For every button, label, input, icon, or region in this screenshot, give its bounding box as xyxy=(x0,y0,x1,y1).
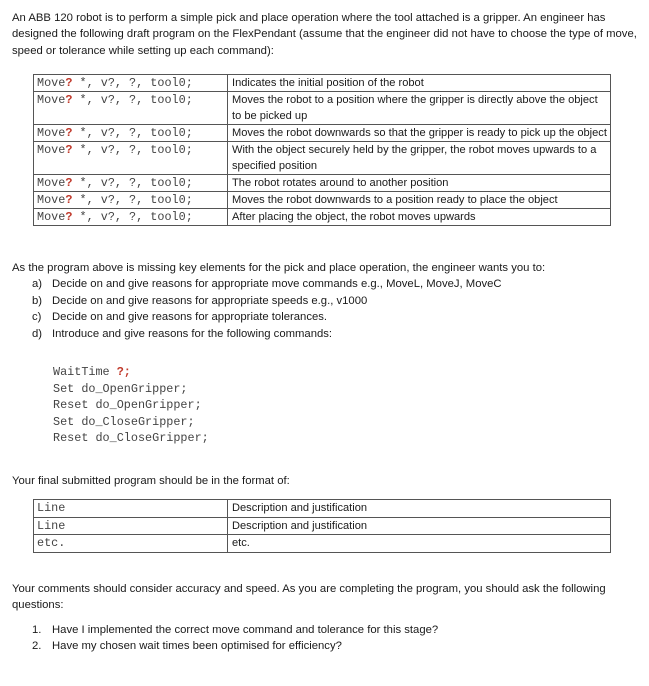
wait-arg: ?; xyxy=(109,365,131,379)
list-item-text: Have my chosen wait times been optimised for efficiency? xyxy=(52,640,342,653)
placeholder-mark: ? xyxy=(65,76,73,90)
table-row xyxy=(34,142,611,175)
table-row xyxy=(34,192,611,209)
wait-keyword: WaitTime xyxy=(53,365,110,379)
code-line: Set do_CloseGripper; xyxy=(53,414,195,429)
code-line xyxy=(53,364,209,381)
code-line: Reset do_OpenGripper; xyxy=(53,398,202,413)
description-cell: Description and justification xyxy=(228,517,611,535)
table-row xyxy=(34,500,611,518)
code-block xyxy=(53,364,209,447)
list-item xyxy=(32,276,642,292)
line-cell: Line xyxy=(34,517,228,535)
draft-program-table xyxy=(33,74,611,226)
question-list xyxy=(12,622,642,655)
list-marker: 2. xyxy=(32,640,42,653)
move-args: *, v?, ?, tool0; xyxy=(72,93,193,107)
list-item xyxy=(32,622,642,638)
move-args: *, v?, ?, tool0; xyxy=(72,126,193,140)
list-item xyxy=(32,326,642,342)
list-item-text: Decide on and give reasons for appropriate speeds e.g., v1000 xyxy=(52,294,368,307)
format-table xyxy=(33,499,611,553)
task-intro: As the program above is missing key elements for the pick and place operation, the engineer wants you to: xyxy=(12,262,546,274)
placeholder-mark: ? xyxy=(65,210,73,224)
move-args: *, v?, ?, tool0; xyxy=(72,76,193,90)
table-row xyxy=(34,535,611,553)
move-keyword: Move? xyxy=(37,176,73,190)
comments-section xyxy=(12,581,642,655)
move-keyword: Move? xyxy=(37,210,73,224)
move-args: *, v?, ?, tool0; xyxy=(72,193,193,207)
task-section xyxy=(12,260,642,342)
table-row xyxy=(34,209,611,226)
table-row xyxy=(34,517,611,535)
list-item-text: Introduce and give reasons for the following commands: xyxy=(52,327,333,340)
command-cell xyxy=(34,142,228,175)
list-item-text: Have I implemented the correct move command and tolerance for this stage? xyxy=(52,623,439,636)
move-keyword: Move? xyxy=(37,193,73,207)
description-cell: After placing the object, the robot moves upwards xyxy=(228,209,611,226)
move-args: *, v?, ?, tool0; xyxy=(72,143,193,157)
list-item xyxy=(32,638,642,654)
command-cell xyxy=(34,75,228,92)
table-row xyxy=(34,75,611,92)
description-cell: The robot rotates around to another position xyxy=(228,175,611,192)
description-cell: Indicates the initial position of the robot xyxy=(228,75,611,92)
command-cell xyxy=(34,209,228,226)
intro-paragraph: An ABB 120 robot is to perform a simple pick and place operation where the tool attached is a gripper. An engineer has designed the following draft program on the FlexPendant (assume that the engineer did not have to choose the type of move, speed or tolerance while setting up each command): xyxy=(12,12,637,57)
placeholder-mark: ? xyxy=(65,193,73,207)
line-cell: Line xyxy=(34,500,228,518)
description-cell: etc. xyxy=(228,535,611,553)
description-cell: Description and justification xyxy=(228,500,611,518)
move-keyword: Move? xyxy=(37,126,73,140)
description-cell: Moves the robot to a position where the gripper is directly above the object to be picked up xyxy=(228,92,611,125)
list-marker: a) xyxy=(32,278,43,291)
command-cell xyxy=(34,192,228,209)
list-marker: b) xyxy=(32,294,43,307)
placeholder-mark: ? xyxy=(65,93,73,107)
list-marker: 1. xyxy=(32,623,42,636)
task-list xyxy=(12,276,642,342)
move-keyword: Move? xyxy=(37,76,73,90)
list-marker: c) xyxy=(32,311,42,324)
command-cell xyxy=(34,175,228,192)
placeholder-mark: ? xyxy=(65,126,73,140)
table-row xyxy=(34,92,611,125)
line-cell: etc. xyxy=(34,535,228,553)
description-cell: Moves the robot downwards so that the gripper is ready to pick up the object xyxy=(228,125,611,142)
description-cell: Moves the robot downwards to a position ready to place the object xyxy=(228,192,611,209)
list-item xyxy=(32,293,642,309)
move-args: *, v?, ?, tool0; xyxy=(72,210,193,224)
move-args: *, v?, ?, tool0; xyxy=(72,176,193,190)
command-cell xyxy=(34,125,228,142)
move-keyword: Move? xyxy=(37,93,73,107)
description-cell: With the object securely held by the gripper, the robot moves upwards to a specified position xyxy=(228,142,611,175)
final-format-intro: Your final submitted program should be in the format of: xyxy=(12,475,290,487)
placeholder-mark: ? xyxy=(65,143,73,157)
comments-intro: Your comments should consider accuracy and speed. As you are completing the program, you should ask the following questions: xyxy=(12,583,606,612)
list-item-text: Decide on and give reasons for appropriate move commands e.g., MoveL, MoveJ, MoveC xyxy=(52,278,502,291)
command-cell xyxy=(34,92,228,125)
list-marker: d) xyxy=(32,327,43,340)
table-row xyxy=(34,175,611,192)
table-row xyxy=(34,125,611,142)
list-item xyxy=(32,309,642,325)
list-item-text: Decide on and give reasons for appropriate tolerances. xyxy=(52,311,328,324)
move-keyword: Move? xyxy=(37,143,73,157)
code-line: Set do_OpenGripper; xyxy=(53,381,188,396)
placeholder-mark: ? xyxy=(65,176,73,190)
code-line: Reset do_CloseGripper; xyxy=(53,431,209,446)
